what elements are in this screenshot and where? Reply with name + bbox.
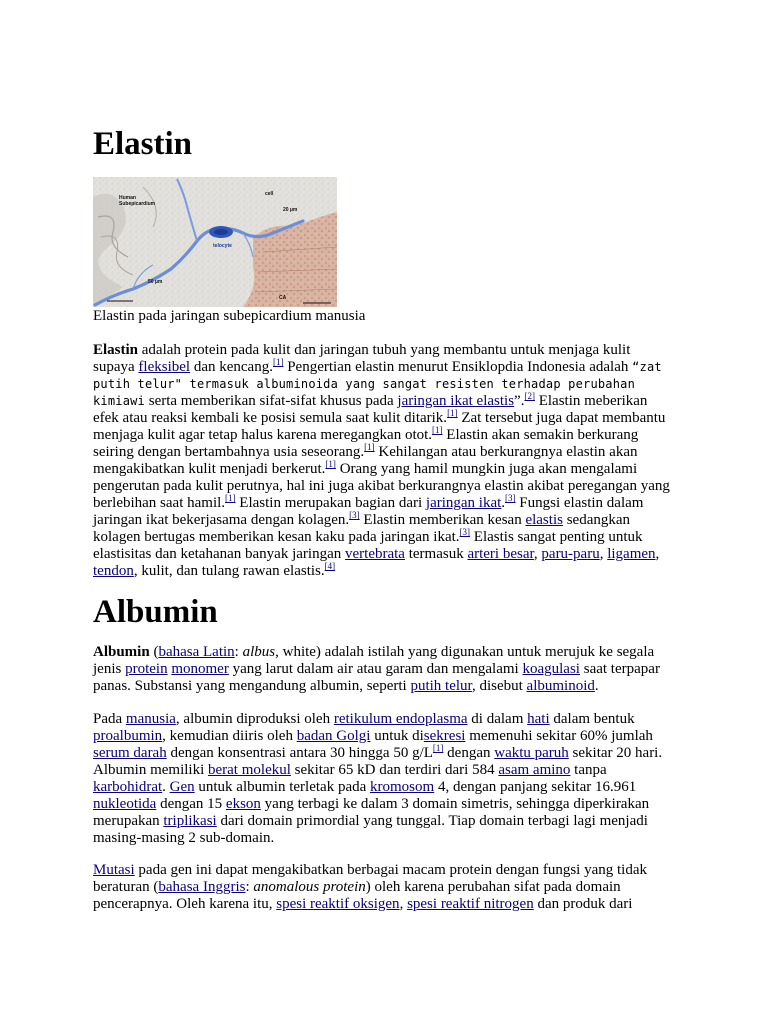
ref-link[interactable]: [2] — [524, 391, 535, 401]
text-run: , kulit, dan tulang rawan elastis. — [133, 563, 325, 579]
text-run: serta memberikan sifat-sifat khusus pada — [144, 393, 398, 409]
link-spesi-reaktif-oksigen[interactable]: spesi reaktif oksigen — [276, 896, 400, 912]
link-ligamen[interactable]: ligamen — [607, 546, 656, 562]
elastin-micrograph-image — [93, 177, 337, 307]
svg-text:50 µm: 50 µm — [148, 279, 163, 285]
link-vertebrata[interactable]: vertebrata — [345, 546, 405, 562]
ref-link[interactable]: [1] — [325, 459, 336, 469]
latin-term: albus — [242, 644, 276, 660]
svg-text:cell: cell — [265, 191, 274, 197]
text-run: dan kencang. — [190, 359, 273, 375]
text-run: , white) adalah istilah yang digunakan untuk merujuk ke segala jenis — [93, 644, 655, 677]
ref-link[interactable]: [1] — [432, 425, 443, 435]
link-bahasa-inggris[interactable]: bahasa Inggris — [158, 879, 246, 895]
text-run: Elastin akan semakin berkurang seiring dengan bertambahnya usia seseorang. — [93, 427, 639, 460]
text-run: . — [594, 678, 599, 694]
link-hati[interactable]: hati — [527, 711, 550, 727]
text-run: : — [245, 879, 254, 895]
link-arteri-besar[interactable]: arteri besar — [467, 546, 534, 562]
text-run: Elastis sangat penting untuk elastisitas dan ketahanan banyak jaringan — [93, 529, 643, 562]
link-asam-amino[interactable]: asam amino — [498, 762, 571, 778]
text-run: pada gen ini dapat mengakibatkan berbagai macam protein dengan fungsi yang tidak beraturan ( — [93, 862, 647, 895]
text-run: sedangkan kolagen bertugas memberikan kesan kaku pada jaringan ikat. — [93, 512, 631, 545]
elastin-paragraph — [93, 342, 673, 580]
svg-text:CA: CA — [279, 295, 287, 301]
link-berat-molekul[interactable]: berat molekul — [208, 762, 291, 778]
text-run: , — [399, 896, 408, 912]
link-kromosom[interactable]: kromosom — [370, 779, 435, 795]
ref-link[interactable]: [1] — [364, 442, 375, 452]
text-run: Pengertian elastin menurut Ensiklopdia Indonesia adalah — [283, 359, 633, 375]
figure-caption: Elastin pada jaringan subepicardium manusia — [93, 308, 366, 324]
link-jaringan-ikat[interactable]: jaringan ikat — [425, 495, 502, 511]
text-run: ”. — [514, 393, 525, 409]
link-nukleotida[interactable]: nukleotida — [93, 796, 157, 812]
link-putih-telur[interactable]: putih telur — [410, 678, 472, 694]
link-badan-golgi[interactable]: badan Golgi — [296, 728, 371, 744]
text-run: saat terpapar panas. Substansi yang mengandung albumin, seperti — [93, 661, 660, 694]
text-run: ( — [149, 644, 159, 660]
link-fleksibel[interactable]: fleksibel — [138, 359, 191, 375]
link-protein[interactable]: protein — [125, 661, 168, 677]
svg-text:Human: Human — [119, 195, 136, 201]
text-run: , — [533, 546, 542, 562]
text-run: tanpa — [570, 762, 607, 778]
text-run: termasuk — [404, 546, 468, 562]
text-run: Elastin meberikan efek atau reaksi kembali ke posisi semula saat kulit ditarik. — [93, 393, 648, 426]
ref-link[interactable]: [1] — [432, 743, 444, 753]
link-jaringan-ikat-elastis[interactable]: jaringan ikat elastis — [397, 393, 515, 409]
text-run: dengan 15 — [156, 796, 226, 812]
albumin-paragraph-1 — [93, 644, 673, 695]
heading-albumin: Albumin — [93, 594, 218, 630]
text-run: . — [501, 495, 506, 511]
svg-text:20 µm: 20 µm — [283, 207, 298, 213]
albumin-term: Albumin — [93, 644, 150, 660]
link-bahasa-latin[interactable]: bahasa Latin — [158, 644, 235, 660]
text-run: Elastin merupakan bagian dari — [235, 495, 426, 511]
text-run: adalah protein pada kulit dan jaringan tubuh yang membantu untuk menjaga kulit supaya — [93, 342, 631, 375]
ref-link[interactable]: [1] — [272, 357, 284, 367]
text-run: dalam bentuk — [549, 711, 635, 727]
text-run: Kehilangan atau berkurangnya elastin akan mengakibatkan kulit menjadi berkerut. — [93, 444, 638, 477]
text-run: 4, dengan panjang sekitar 16.961 — [434, 779, 637, 795]
text-run: Zat tersebut juga dapat membantu menjaga kulit agar tetap halus karena meregangkan otot. — [93, 410, 666, 443]
text-run: , kemudian diiris oleh — [162, 728, 297, 744]
text-run: sekitar 65 kD dan terdiri dari 584 — [290, 762, 499, 778]
text-run: Elastin memberikan kesan — [359, 512, 526, 528]
svg-text:telocyte: telocyte — [213, 243, 232, 249]
link-serum-darah[interactable]: serum darah — [93, 745, 167, 761]
text-run: , — [599, 546, 608, 562]
text-run: dengan konsentrasi antara 30 hingga 50 g/L — [166, 745, 433, 761]
link-manusia[interactable]: manusia — [125, 711, 176, 727]
ref-link[interactable]: [3] — [349, 510, 360, 520]
link-paru-paru[interactable]: paru-paru — [541, 546, 600, 562]
text-run: , — [655, 546, 660, 562]
text-run: dari domain primordial yang tunggal. Tiap domain terbagi lagi menjadi masing-masing 2 sub-domain. — [93, 813, 648, 846]
text-run: : — [234, 644, 243, 660]
text-run: yang terbagi ke dalam 3 domain simetris, sehingga diperkirakan merupakan — [93, 796, 650, 829]
link-triplikasi[interactable]: triplikasi — [163, 813, 217, 829]
quote-text: “zat putih telur" termasuk albuminoida yang sangat resisten terhadap perubahan kimiawi — [93, 360, 662, 408]
text-run: ) oleh karena perubahan sifat pada domain pencerapnya. Oleh karena itu, — [93, 879, 621, 912]
text-run: yang larut dalam air atau garam dan mengalami — [228, 661, 523, 677]
micrograph-illustration — [93, 177, 337, 307]
link-retikulum-endoplasma[interactable]: retikulum endoplasma — [333, 711, 468, 727]
svg-text:Subepicardium: Subepicardium — [119, 201, 156, 207]
ref-link[interactable]: [4] — [324, 561, 336, 571]
link-gen[interactable]: Gen — [169, 779, 195, 795]
text-run: memenuhi sekitar 60% jumlah — [465, 728, 653, 744]
elastin-term: Elastin — [93, 342, 139, 358]
link-proalbumin[interactable]: proalbumin — [93, 728, 163, 744]
ref-link[interactable]: [3] — [459, 527, 471, 537]
text-run: Pada — [93, 711, 126, 727]
text-run: di dalam — [467, 711, 528, 727]
albumin-paragraph-2 — [93, 711, 673, 847]
ref-link[interactable]: [1] — [225, 493, 236, 503]
text-run: untuk albumin terletak pada — [194, 779, 371, 795]
link-elastis[interactable]: elastis — [525, 512, 563, 528]
english-term: anomalous protein — [253, 879, 366, 895]
text-run: untuk di — [370, 728, 424, 744]
ref-link[interactable]: [1] — [447, 408, 458, 418]
link-karbohidrat[interactable]: karbohidrat — [93, 779, 163, 795]
albumin-paragraph-3 — [93, 862, 673, 913]
link-tendon[interactable]: tendon — [93, 563, 134, 579]
text-run: Fungsi elastin dalam jaringan ikat bekerjasama dengan kolagen. — [93, 495, 644, 528]
link-monomer[interactable]: monomer — [171, 661, 229, 677]
link-albuminoid[interactable]: albuminoid — [526, 678, 595, 694]
text-run: , albumin diproduksi oleh — [175, 711, 334, 727]
text-run: , disebut — [471, 678, 527, 694]
text-run: dengan — [443, 745, 495, 761]
text-run: . — [162, 779, 170, 795]
link-spesi-reaktif-nitrogen[interactable]: spesi reaktif nitrogen — [407, 896, 534, 912]
link-koagulasi[interactable]: koagulasi — [522, 661, 580, 677]
ref-link[interactable]: [3] — [505, 493, 516, 503]
text-run: Orang yang hamil mungkin juga akan mengalami pengerutan pada kulit perutnya, hal ini juga akibat berkurangnya elastin akibat peregangan yang berlebihan saat hamil. — [93, 461, 670, 511]
link-ekson[interactable]: ekson — [225, 796, 261, 812]
link-waktu-paruh[interactable]: waktu paruh — [494, 745, 569, 761]
text-run: dan produk dari — [533, 896, 633, 912]
link-mutasi[interactable]: Mutasi — [93, 862, 135, 878]
text-run: sekitar 20 hari. Albumin memiliki — [93, 745, 663, 778]
link-sekresi[interactable]: sekresi — [423, 728, 466, 744]
heading-elastin: Elastin — [93, 126, 193, 162]
